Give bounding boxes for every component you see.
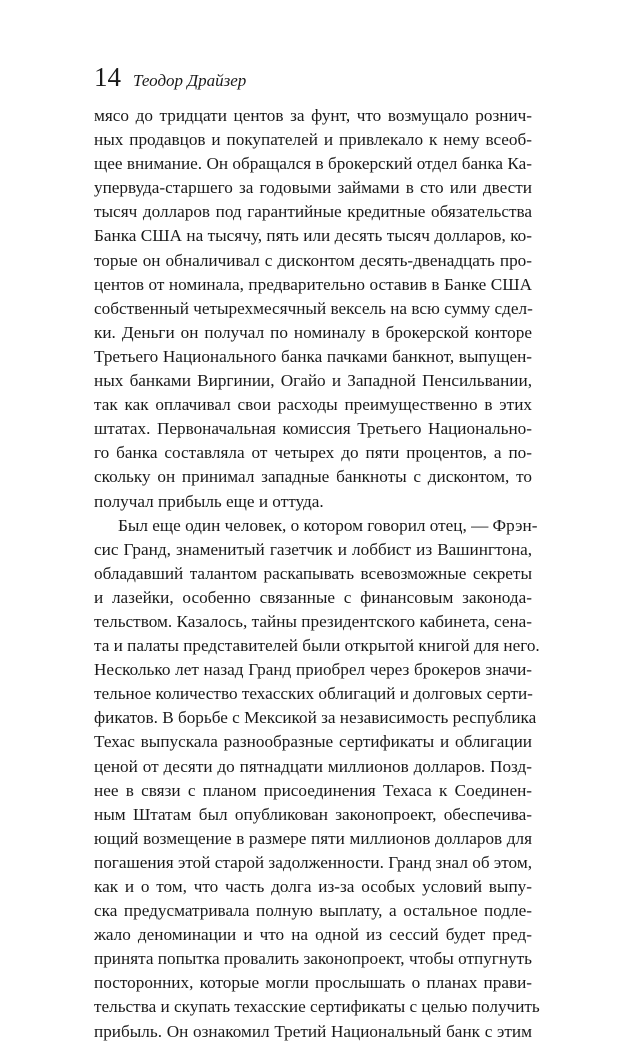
text-line: Банка США на тысячу, пять или десять тысяч долларов, ко-	[94, 226, 532, 246]
text-line: так как оплачивал свои расходы преимущественно в этих	[94, 395, 532, 415]
page-number: 14	[94, 62, 121, 92]
text-line: ценой от десяти до пятнадцати миллионов долларов. Позд-	[94, 756, 532, 776]
text-line: ных продавцов и покупателей и привлекало к нему всеоб-	[94, 130, 532, 150]
text-line: тысяч долларов под гарантийные кредитные обязательства	[94, 202, 532, 222]
text-line: мясо до тридцати центов за фунт, что возмущало рознич-	[94, 106, 532, 125]
text-line: тельством. Казалось, тайны президентского кабинета, сена-	[94, 611, 532, 631]
text-line: Техас выпускала разнообразные сертификаты и облигации	[94, 732, 532, 752]
text-line: жало деноминации и что на одной из сессий будет пред-	[94, 925, 532, 945]
text-line: Третьего Национального банка пачками банкнот, выпущен-	[94, 346, 532, 366]
text-line: щее внимание. Он обращался в брокерский отдел банка Ка-	[94, 154, 532, 174]
text-line: скольку он принимал западные банкноты с дисконтом, то	[94, 467, 532, 487]
text-line: и лазейки, особенно связанные с финансовым законода-	[94, 587, 532, 607]
text-line: Несколько лет назад Гранд приобрел через брокеров значи-	[94, 660, 532, 680]
text-line: прибыль. Он ознакомил Третий Национальный банк с этим	[94, 1021, 532, 1041]
text-line: упервуда-старшего за годовыми займами в сто или двести	[94, 178, 532, 198]
text-line: ска предусматривала полную выплату, а остальное подле-	[94, 901, 532, 921]
page-header	[94, 64, 246, 91]
text-line: ки. Деньги он получал по номиналу в брокерской конторе	[94, 322, 532, 342]
text-line: обладавший талантом раскапывать всевозможные секреты	[94, 563, 532, 583]
text-line: получал прибыль еще и оттуда.	[94, 491, 324, 511]
text-line: нее в связи с планом присоединения Техаса к Соединен-	[94, 780, 532, 800]
text-line: го банка составляла от четырех до пяти процентов, а по-	[94, 443, 532, 463]
text-line: сис Гранд, знаменитый газетчик и лоббист из Вашингтона,	[94, 539, 532, 559]
text-line: центов от номинала, предварительно оставив в Банке США	[94, 274, 532, 294]
text-line: ных банками Виргинии, Огайо и Западной Пенсильвании,	[94, 371, 532, 391]
text-line: фикатов. В борьбе с Мексикой за независимость республика	[94, 708, 537, 728]
body-text	[94, 104, 540, 1044]
text-line: как и о том, что часть долга из-за особых условий выпу-	[94, 877, 532, 896]
running-head: Теодор Драйзер	[133, 71, 247, 90]
text-line: торые он обналичивал с дисконтом десять-двенадцать про-	[94, 250, 532, 270]
text-line: собственный четырехмесячный вексель на всю сумму сдел-	[94, 298, 533, 318]
text-line: Был еще один человек, о котором говорил отец, — Фрэн-	[118, 515, 538, 535]
text-line: ным Штатам был опубликован законопроект, обеспечива-	[94, 804, 532, 824]
text-line: тельства и скупать техасские сертификаты с целью получить	[94, 997, 540, 1017]
text-line: ющий возмещение в размере пяти миллионов долларов для	[94, 828, 532, 848]
text-line: штатах. Первоначальная комиссия Третьего Национально-	[94, 419, 532, 439]
text-line: погашения этой старой задолженности. Гранд знал об этом,	[94, 852, 532, 872]
text-line: посторонних, которые могли прослышать о планах прави-	[94, 973, 532, 993]
text-line: тельное количество техасских облигаций и долговых серти-	[94, 684, 533, 704]
text-line: принята попытка провалить законопроект, чтобы отпугнуть	[94, 949, 532, 969]
text-line: та и палаты представителей были открытой книгой для него.	[94, 636, 540, 656]
